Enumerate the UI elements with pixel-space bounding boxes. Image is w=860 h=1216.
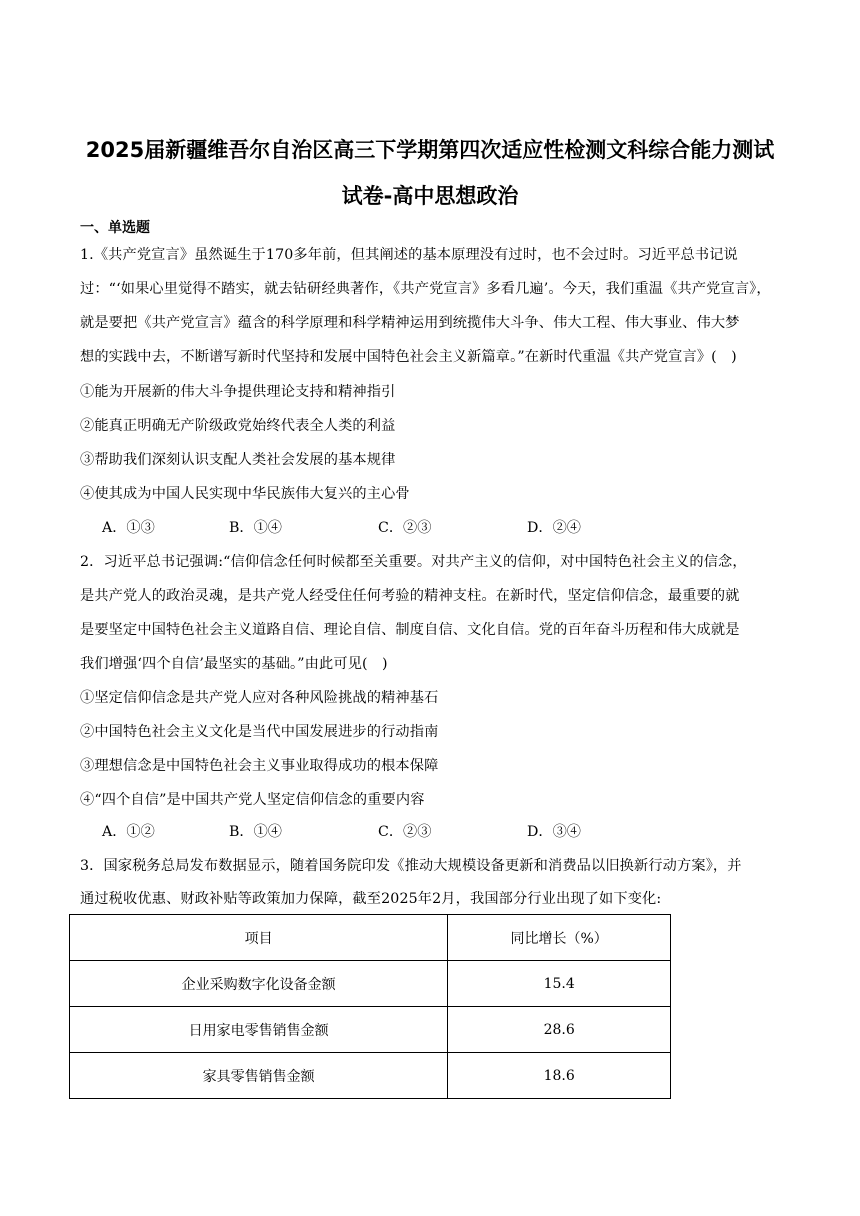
q3-stem-line-2: 通过税收优惠、财政补贴等政策加力保障，截至2025年2月，我国部分行业出现了如下变化: [80, 891, 662, 907]
table-row [70, 1053, 671, 1099]
q2-statement-4: ④“四个自信”是中国共产党人坚定信仰信念的重要内容 [80, 792, 425, 808]
q1-stem-line-2: 过：“‘如果心里觉得不踏实，就去钻研经典著作，《共产党宣言》多看几遍’。今天，我们重温《共产党宣言》， [80, 281, 771, 297]
q1-choice-a[interactable]: A．①③ [102, 520, 155, 536]
q3-stem-line-1: 3．国家税务总局发布数据显示，随着国务院印发《推动大规模设备更新和消费品以旧换新行动方案》，并 [80, 858, 742, 874]
table-row [70, 1007, 671, 1053]
q2-statement-3: ③理想信念是中国特色社会主义事业取得成功的根本保障 [80, 758, 439, 774]
document-title-line-1: 2025届新疆维吾尔自治区高三下学期第四次适应性检测文科综合能力测试 [85, 138, 775, 162]
q2-stem-line-3: 是要坚定中国特色社会主义道路自信、理论自信、制度自信、文化自信。党的百年奋斗历程和伟大成就是 [80, 622, 740, 638]
q2-statement-2: ②中国特色社会主义文化是当代中国发展进步的行动指南 [80, 724, 439, 740]
q1-statement-4: ④使其成为中国人民实现中华民族伟大复兴的主心骨 [80, 486, 410, 502]
table-cell-item: 日用家电零售销售金额 [70, 1007, 448, 1053]
q1-stem-line-4: 想的实践中去，不断谱写新时代坚持和发展中国特色社会主义新篇章。”在新时代重温《共产党宣言》( ) [80, 349, 737, 365]
table-cell-growth: 18.6 [448, 1053, 671, 1099]
q2-choice-a[interactable]: A．①② [102, 824, 155, 840]
q1-statement-3: ③帮助我们深刻认识支配人类社会发展的基本规律 [80, 452, 396, 468]
q1-choice-d[interactable]: D．②④ [527, 520, 581, 536]
q2-choice-b[interactable]: B．①④ [229, 824, 282, 840]
table-cell-item: 企业采购数字化设备金额 [70, 961, 448, 1007]
q2-stem-line-2: 是共产党人的政治灵魂，是共产党人经受住任何考验的精神支柱。在新时代，坚定信仰信念，最重要的就 [80, 588, 740, 604]
q1-choice-c[interactable]: C．②③ [378, 520, 432, 536]
q2-choice-c[interactable]: C．②③ [378, 824, 432, 840]
table-header-growth: 同比增长（%） [448, 915, 671, 961]
q2-stem-line-4: 我们增强‘四个自信’最坚实的基础。”由此可见( ) [80, 656, 388, 672]
table-cell-growth: 28.6 [448, 1007, 671, 1053]
q1-stem-line-3: 就是要把《共产党宣言》蕴含的科学原理和科学精神运用到统揽伟大斗争、伟大工程、伟大事业、伟大梦 [80, 315, 740, 331]
table-header-row [70, 915, 671, 961]
q2-choice-d[interactable]: D．③④ [527, 824, 581, 840]
growth-data-table [69, 914, 671, 1099]
table-cell-growth: 15.4 [448, 961, 671, 1007]
q2-statement-1: ①坚定信仰信念是共产党人应对各种风险挑战的精神基石 [80, 690, 439, 706]
section-heading: 一、单选题 [80, 220, 150, 236]
q1-statement-1: ①能为开展新的伟大斗争提供理论支持和精神指引 [80, 384, 396, 400]
q1-stem-line-1: 1.《共产党宣言》虽然诞生于170多年前，但其阐述的基本原理没有过时，也不会过时。习近平总书记说 [80, 247, 738, 263]
document-title-line-2: 试卷-高中思想政治 [341, 184, 519, 208]
table-header-item: 项目 [70, 915, 448, 961]
table-row [70, 961, 671, 1007]
table-cell-item: 家具零售销售金额 [70, 1053, 448, 1099]
q1-choice-b[interactable]: B．①④ [229, 520, 282, 536]
q1-statement-2: ②能真正明确无产阶级政党始终代表全人类的利益 [80, 418, 396, 434]
q2-stem-line-1: 2．习近平总书记强调:“信仰信念任何时候都至关重要。对共产主义的信仰，对中国特色社会主义的信念， [80, 554, 747, 570]
